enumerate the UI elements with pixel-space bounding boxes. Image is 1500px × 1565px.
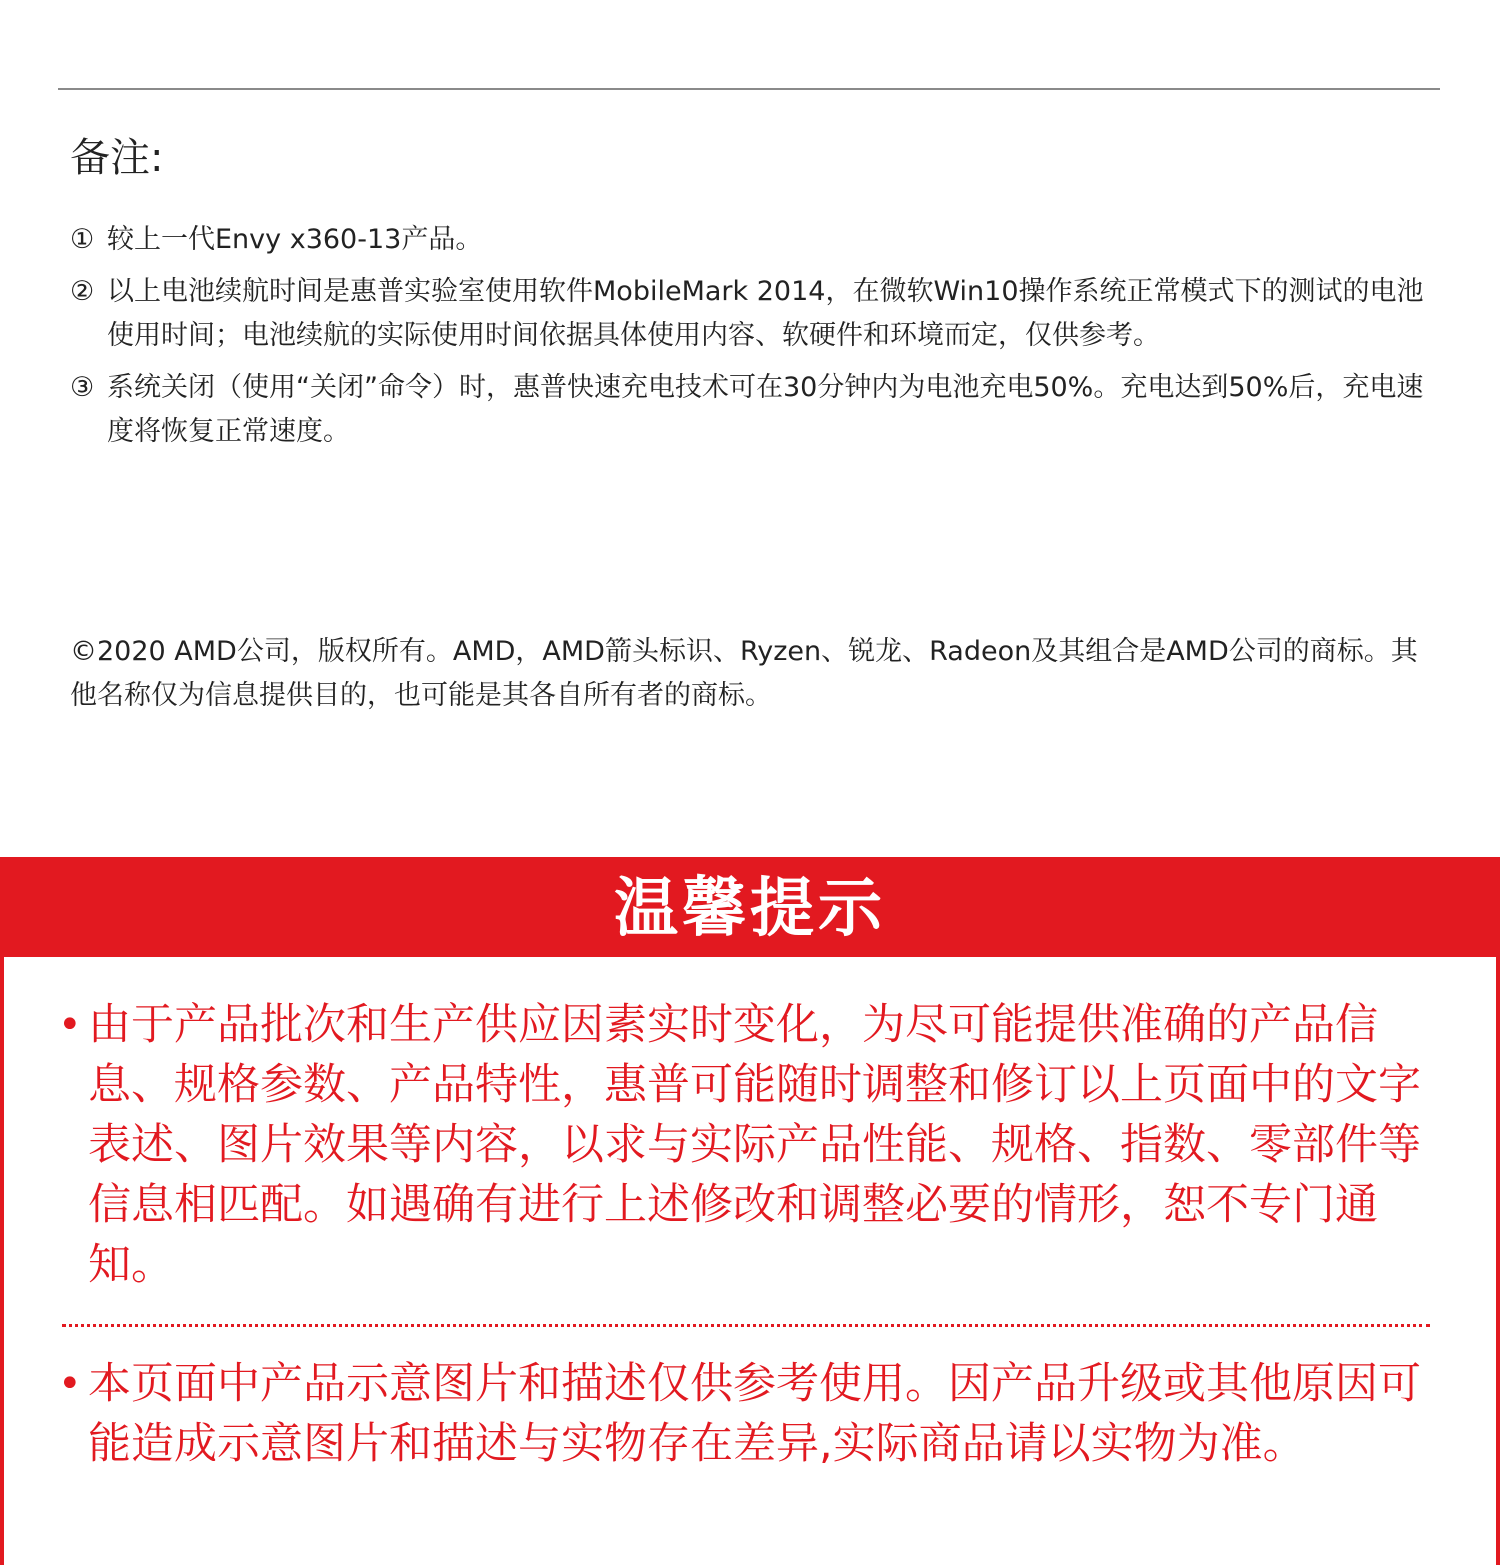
note-marker: ① [70, 224, 95, 255]
copyright-notice: ©2020 AMD公司，版权所有。AMD，AMD箭头标识、Ryzen、锐龙、Radeon及其组合是AMD公司的商标。其他名称仅为信息提供目的，也可能是其各自所有者的商标。 [70, 636, 1418, 711]
tip-item-2 [58, 1354, 1444, 1474]
note-marker: ② [70, 276, 95, 307]
tip-text: 本页面中产品示意图片和描述仅供参考使用。因产品升级或其他原因可能造成示意图片和描述与实物存在差异,实际商品请以实物为准。 [88, 1359, 1421, 1469]
tip-item-1 [58, 995, 1444, 1295]
note-item-2 [70, 270, 1440, 358]
tips-dotted-divider [62, 1324, 1430, 1327]
top-divider [58, 88, 1440, 90]
notes-list [70, 218, 1440, 462]
tips-title: 温馨提示 [4, 861, 1496, 957]
note-text: 以上电池续航时间是惠普实验室使用软件MobileMark 2014，在微软Win10操作系统正常模式下的测试的电池使用时间；电池续航的实际使用时间依据具体使用内容、软硬件和环境而定，仅供参考。 [107, 276, 1424, 351]
tip-text: 由于产品批次和生产供应因素实时变化，为尽可能提供准确的产品信息、规格参数、产品特性，惠普可能随时调整和修订以上页面中的文字表述、图片效果等内容，以求与实际产品性能、规格、指数、零部件等信息相匹配。如遇确有进行上述修改和调整必要的情形，恕不专门通知。 [88, 1000, 1421, 1290]
notes-title: 备注: [70, 135, 164, 181]
note-marker: ③ [70, 372, 95, 403]
note-text: 较上一代Envy x360-13产品。 [107, 224, 483, 255]
bullet-icon: • [58, 1002, 82, 1048]
note-text: 系统关闭（使用“关闭”命令）时，惠普快速充电技术可在30分钟内为电池充电50%。充电达到50%后，充电速度将恢复正常速度。 [107, 372, 1424, 447]
note-item-3 [70, 366, 1440, 454]
bullet-icon: • [58, 1361, 82, 1407]
tips-panel [0, 857, 1500, 1565]
note-item-1 [70, 218, 1440, 262]
